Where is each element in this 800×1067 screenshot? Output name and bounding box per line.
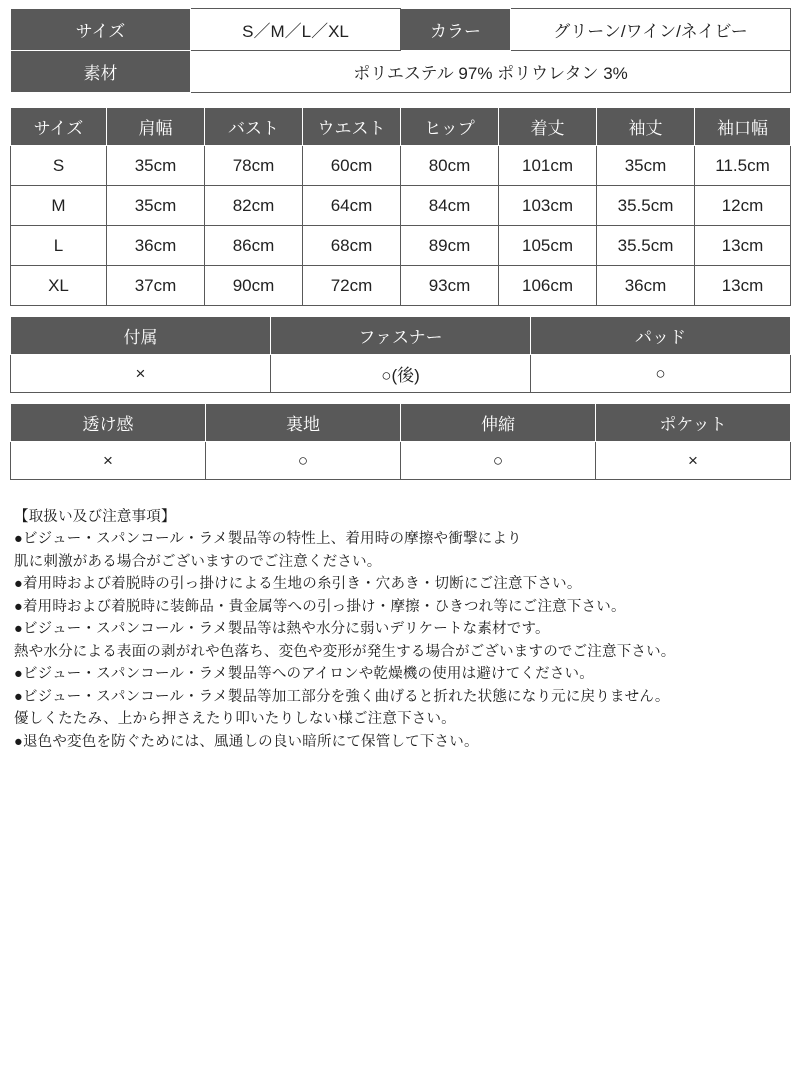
measurement-cell: 68cm [303,226,401,266]
features-a-value: ○ [531,355,791,393]
measurement-cell: L [11,226,107,266]
care-note-line: 肌に刺激がある場合がございますのでご注意ください。 [14,553,382,570]
spec-label-material: 素材 [11,51,191,93]
spacer [10,306,790,316]
table-row [11,51,791,93]
measurement-cell: 35.5cm [597,226,695,266]
features-b-col-1: 裏地 [206,404,401,442]
features-table-a [10,316,791,393]
measurement-col-6: 袖丈 [597,108,695,146]
care-note-line: 優しくたたみ、上から押さえたり叩いたりしない様ご注意下さい。 [14,711,456,728]
measurement-cell: S [11,146,107,186]
care-note-line: ●ビジュー・スパンコール・ラメ製品等加工部分を強く曲げると折れた状態になり元に戻りません。 [14,688,670,705]
features-a-col-2: パッド [531,317,791,355]
measurement-cell: 90cm [205,266,303,306]
table-row [11,186,791,226]
measurement-cell: 78cm [205,146,303,186]
features-b-header-row [11,404,791,442]
table-row [11,442,791,480]
measurement-cell: 60cm [303,146,401,186]
table-row [11,355,791,393]
features-b-col-0: 透け感 [11,404,206,442]
table-row [11,266,791,306]
measurement-cell: 37cm [107,266,205,306]
measurement-cell: 35cm [107,186,205,226]
features-a-col-0: 付属 [11,317,271,355]
features-b-value: ○ [206,442,401,480]
features-b-value: × [596,442,791,480]
measurement-cell: 103cm [499,186,597,226]
spec-label-size: サイズ [11,9,191,51]
measurement-col-4: ヒップ [401,108,499,146]
measurement-cell: 35cm [597,146,695,186]
table-row [11,9,791,51]
measurement-cell: 36cm [107,226,205,266]
features-table-b [10,403,791,480]
measurement-cell: 105cm [499,226,597,266]
table-row [11,226,791,266]
measurement-col-5: 着丈 [499,108,597,146]
care-note-line: ●退色や変色を防ぐためには、風通しの良い暗所にて保管して下さい。 [14,733,479,750]
measurement-cell: 106cm [499,266,597,306]
care-note-line: ●着用時および着脱時に装飾品・貴金属等への引っ掛け・摩擦・ひきつれ等にご注意下さい。 [14,598,626,615]
measurement-col-1: 肩幅 [107,108,205,146]
spec-value-color: グリーン/ワイン/ネイビー [511,9,791,51]
measurement-cell: 12cm [695,186,791,226]
measurement-cell: 80cm [401,146,499,186]
features-a-col-1: ファスナー [271,317,531,355]
measurement-col-2: バスト [205,108,303,146]
features-a-value: ○(後) [271,355,531,393]
table-row [11,146,791,186]
measurement-cell: XL [11,266,107,306]
care-note-line: ●ビジュー・スパンコール・ラメ製品等の特性上、着用時の摩擦や衝撃により [14,531,522,548]
measurement-cell: 101cm [499,146,597,186]
care-note-line: 熱や水分による表面の剥がれや色落ち、変色や変形が発生する場合がございますのでご注意下さい。 [14,643,676,660]
measurement-cell: 89cm [401,226,499,266]
measurement-cell: 86cm [205,226,303,266]
measurement-cell: 93cm [401,266,499,306]
care-notes [10,506,790,753]
care-note-line: ●ビジュー・スパンコール・ラメ製品等は熱や水分に弱いデリケートな素材です。 [14,621,550,638]
features-b-col-2: 伸縮 [401,404,596,442]
measurement-cell: 36cm [597,266,695,306]
measurement-cell: 13cm [695,266,791,306]
measurement-header-row [11,108,791,146]
measurement-cell: 13cm [695,226,791,266]
spacer [10,480,790,506]
care-note-line: ●ビジュー・スパンコール・ラメ製品等へのアイロンや乾燥機の使用は避けてください。 [14,666,594,683]
spacer [10,393,790,403]
spacer [10,93,790,107]
measurement-cell: 64cm [303,186,401,226]
spec-label-color: カラー [401,9,511,51]
measurement-col-0: サイズ [11,108,107,146]
measurement-cell: 84cm [401,186,499,226]
measurement-col-3: ウエスト [303,108,401,146]
spec-table [10,8,791,93]
features-b-value: ○ [401,442,596,480]
care-notes-title: 【取扱い及び注意事項】 [14,509,176,525]
measurement-cell: 72cm [303,266,401,306]
measurement-col-7: 袖口幅 [695,108,791,146]
measurement-table [10,107,791,306]
features-b-value: × [11,442,206,480]
measurement-cell: 35.5cm [597,186,695,226]
measurement-cell: 82cm [205,186,303,226]
measurement-cell: 35cm [107,146,205,186]
features-b-col-3: ポケット [596,404,791,442]
measurement-cell: 11.5cm [695,146,791,186]
care-note-line: ●着用時および着脱時の引っ掛けによる生地の糸引き・穴あき・切断にご注意下さい。 [14,576,582,593]
features-a-value: × [11,355,271,393]
measurement-cell: M [11,186,107,226]
spec-value-size: S／M／L／XL [191,9,401,51]
features-a-header-row [11,317,791,355]
spec-value-material: ポリエステル 97% ポリウレタン 3% [191,51,791,93]
